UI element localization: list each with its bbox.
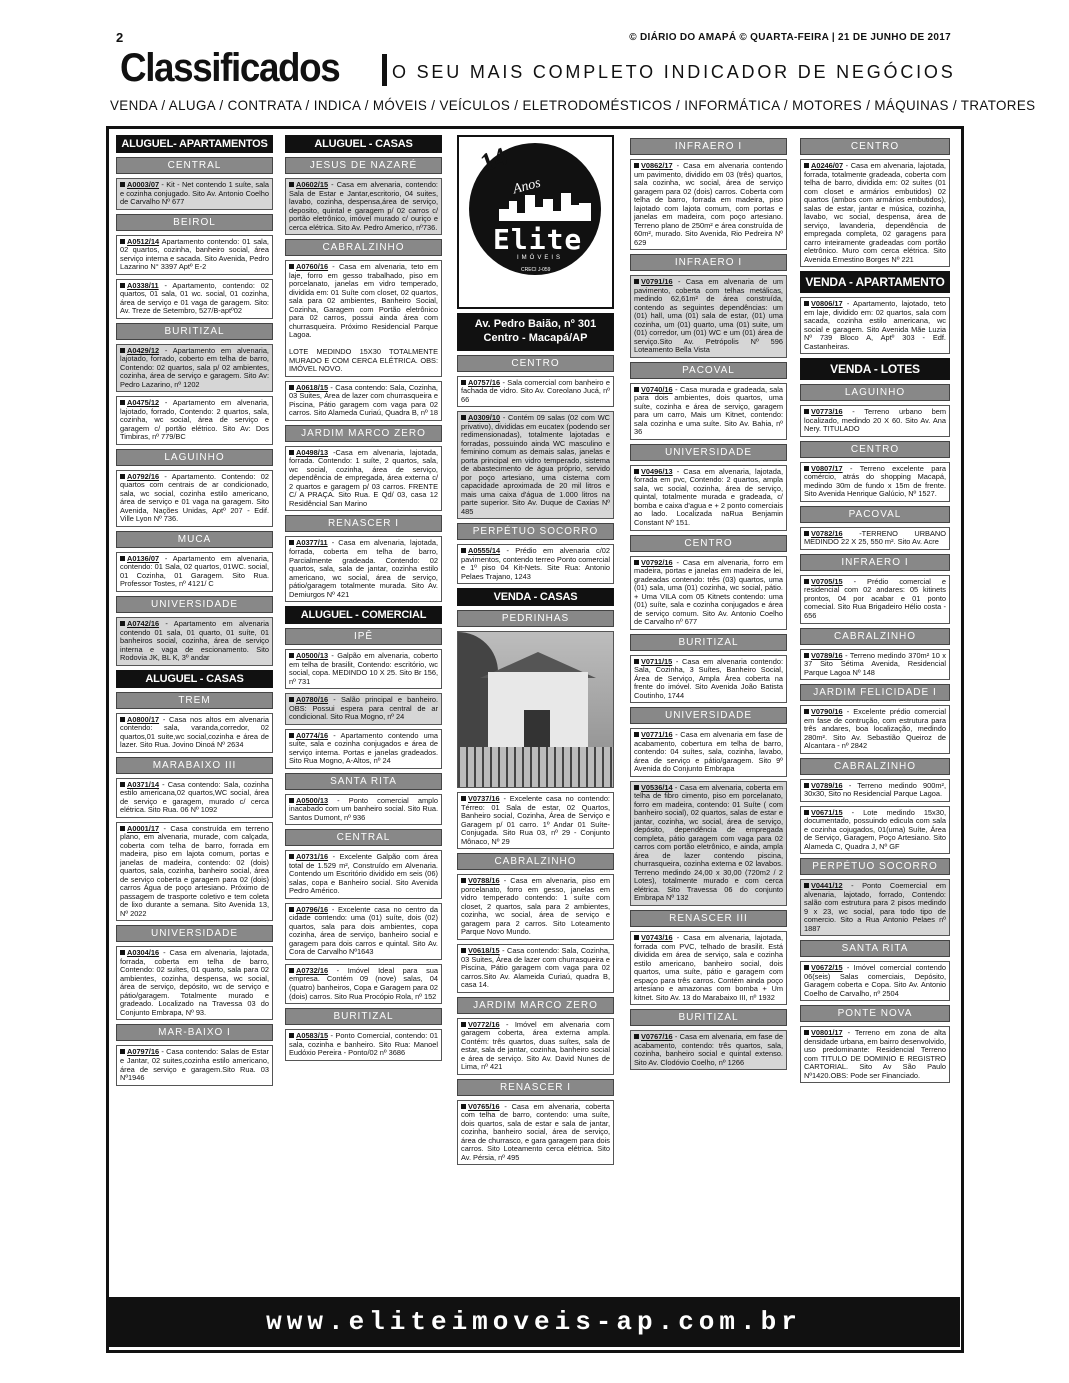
listing-ad: A0309/10 - Contém 09 salas (02 com WC privativo), divididas em eucatex (podendo ser redimensionadas), totalmente lajotadas e forradas, possuindo ainda WC masculino e feminino comum as demais salas, janelas e porta principal em vidro temperado, sistema de abastecimento de água próprio, servido por poço artesiano, uma cisterna com capacidade aproximada de 20 mil litros e mais uma caixa d'água de 1.000 litros na parte superior. Sito Av. Duque de Caxias Nº 485 (457, 411, 614, 519)
neighborhood-header: INFRAERO I (800, 554, 950, 571)
neighborhood-header: INFRAERO I (630, 138, 787, 155)
listing-ad: A0475/12 - Apartamento em alvenaria, lajotado, forrado, Contendo: 2 quartos, sala, cozinha, wc social, área de serviço e garagem c/ portão elétrico. Sito Av: Dos Timbiras, nº 779/BC (116, 396, 273, 445)
listing-ad: V0765/16 - Casa em alvenaria, coberta com telha de barro, contendo: uma suíte, dois quartos, sala de estar e sala de jantar, cozinha, banheiro social, área de serviço, área de churrasco, e gara garagem para dois carros. Sito Loteamento cerca elétrica. Sito Av. Pérsia, nº 495 (457, 1100, 614, 1166)
skyline-icon (499, 191, 591, 221)
logo-elite: Elite (493, 223, 583, 256)
masthead (116, 46, 956, 90)
neighborhood-header: SANTA RITA (285, 773, 442, 790)
listing-ad: A0757/16 - Sala comercial com banheiro e fachada de vidro. Sito Av. Coreolano Jucá, nº 66 (457, 376, 614, 408)
listing-ad: V0496/13 - Casa em alvenaria, lajotada, forrada em pvc, Contendo: 2 quartos, ampla sala, wc social, cozinha, área de serviço, quintal, totalmente murada e gradeada, c/ bomba e caixa d'agua e + 2 ponto comerciais ao lado. Localizada naRua Benjamin Constant Nº 151. (630, 465, 787, 531)
column-3 (457, 135, 614, 1169)
neighborhood-header: CABRALZINHO (285, 239, 442, 256)
neighborhood-header: PACOVAL (630, 362, 787, 379)
column-5 (800, 135, 950, 1087)
neighborhood-header: MAR-BAIXO I (116, 1024, 273, 1041)
neighborhood-header: BURITIZAL (630, 1009, 787, 1026)
listing-ad: V0790/16 - Excelente prédio comercial em fase de contrução, com estrutura para três andares, boa localização, medindo 280m². Sito Av. Sebastião Queiroz de Alcantara - nº 2842 (800, 705, 950, 754)
listing-ad: V0737/16 - Excelente casa no contendo: Térreo: 01 Sala de estar, 02 Quartos, Banheiro social, Cozinha, Área de Serviço e Garagem p/ 01 carro. 1º Andar 01 Suíte-Conjugada. Sito Rua 03, nº 29 - Conjunto Mônaco, Nº 29 (457, 792, 614, 849)
listing-ad: A0500/13 - Ponto comercial amplo inacabado com um banheiro social. Sito Rua. Santos Dumont, nº 936 (285, 794, 442, 826)
neighborhood-header: LAGUINHO (116, 449, 273, 466)
listing-ad: A0136/07 - Apartamento em alvenaria, contendo: 01 Sala, 02 quartos, 01WC. social, 01 Cozinha, 01 Garagem. Sito Rua. Professor Tostes, nº 4121/ C (116, 552, 273, 592)
neighborhood-header: TREM (116, 692, 273, 709)
listing-ad: A0512/14 Apartamento contendo: 01 sala, 02 quartos, cozinha, banheiro social, área serviço interna e sacada. Sito Avenida, Pedro Lazarino N° 3397 Aptº E-2 (116, 235, 273, 275)
listing-ad: V0801/17 - Terreno em zona de alta densidade urbana, em bairro desenvolvido, uso predominante: Residencial Terreno com TITULO DE DOMINIO E REGISTRO CARTORIAL. Sito Av São Paulo Nº1420.OBS: Pode ser Financiado. (800, 1026, 950, 1083)
neighborhood-header: MARABAIXO III (116, 757, 273, 774)
listing-ad: V0789/16 - Terreno medindo 900m², 30x30, Sito no Residencial Parque Lagoa. (800, 779, 950, 802)
neighborhood-header: BURITIZAL (630, 634, 787, 651)
elite-logo (457, 135, 614, 309)
neighborhood-header: JARDIM FELICIDADE I (800, 684, 950, 701)
section-header: VENDA - APARTAMENTO (800, 271, 950, 293)
listing-ad: V0743/16 - Casa em alvenaria, lajotada, forrada com PVC, telhado de brasilit. Está dividida em área de serviço, sala e cozinha estilo americano, banheiro social, dois quartos, uma suíte, pátio e garagem com espaço para três carros. Contém ainda poço artesiano e amazonas com bomba + Um kitnet. Sito Av. 13 do Marabaixo III, nº 1932 (630, 931, 787, 1005)
logo-imoveis: IMÓVEIS (517, 255, 564, 261)
column-1 (116, 135, 273, 1090)
neighborhood-header: RENASCER I (285, 515, 442, 532)
neighborhood-header: INFRAERO I (630, 254, 787, 271)
publication-line: © DIÁRIO DO AMAPÁ © QUARTA-FEIRA | 21 DE JUNHO DE 2017 (629, 32, 951, 43)
logo-creci: CRECI J-059 (521, 267, 551, 273)
category-list: VENDA / ALUGA / CONTRATA / INDICA / MÓVEIS / VEÍCULOS / ELETRODOMÉSTICOS / INFORMÁTICA / MOTORES / MÁQUINAS / TRATORES (110, 97, 1036, 113)
listing-ad: A0500/13 - Galpão em alvenaria, coberto em telha de brasilit, Contendo: escritório, wc social, copa. MEDINDO 10 X 25. Sito Br 156, nº 731 (285, 649, 442, 689)
website-footer-link[interactable]: www.eliteimoveis-ap.com.br (108, 1297, 960, 1347)
neighborhood-header: RENASCER I (457, 1079, 614, 1096)
listing-ad: A0760/16 - Casa em alvenaria, teto em laje, forro em gesso trabalhado, piso em porcelanato, janelas em vidro temperado, dividida em: 01 Suíte com closet, 02 quartos, sala para 02 ambientes, Banheiro Social, Cozinha, Garagem com Portão eletrônico para 02 carros, possui ainda área com churrasqueira. Próximo Residencial Parque Lagoa. LOTE MEDINDO 15X30 TOTALMENTE MURADO E COM CERCA ELÉTRICA. OBS: IMÓVEL NOVO. (285, 260, 442, 377)
neighborhood-header: CENTRAL (285, 829, 442, 846)
listing-ad: V0740/16 - Casa murada e gradeada, sala para dois ambientes, dois quartos, uma suíte, cozinha e área de serviço, garagem para um carro, Mais um Kitnet, contendo: sala cozinha e uma suíte. Sito Av. Bahia, nº 36 (630, 383, 787, 440)
neighborhood-header: RENASCER III (630, 910, 787, 927)
neighborhood-header: LAGUINHO (800, 384, 950, 401)
listing-ad: A0731/16 - Excelente Galpão com área total de 1.529 m², Construído em Alvenaria. Contendo um Escritório dividido em seis (06) salas, copa e Banheiro social. Sito Avenida Pedro Américo. (285, 850, 442, 899)
neighborhood-header: CENTRO (630, 535, 787, 552)
section-header: VENDA - CASAS (457, 588, 614, 606)
listing-ad: A0732/16 - Imóvel Ideal para sua empresa. Contém 09 (nove) salas, 04 (quatro) banheiros, Copa e Garagem para 02 (dois) carros. Sito Rua Procópio Rola, nº 152 (285, 964, 442, 1004)
neighborhood-header: CENTRAL (116, 157, 273, 174)
listing-ad: A0377/11 - Casa em alvenaria, lajotada, forrada, coberta em telha de barro, Parcialmente gradeada. Contendo: 02 quartos, sala, sala de jantar, cozinha estilo americano, wc social, área de serviço, pátio/garagem totalmente murada. Sito Av. Demiurgos Nº 421 (285, 536, 442, 602)
neighborhood-header: UNIVERSIDADE (116, 925, 273, 942)
listing-ad: A0304/16 - Casa em alvenaria, lajotada, forrada, coberta em telha de barro, Contendo: 02 suítes, 01 quarto, sala para 02 ambientes, cozinha, despensa, wc social, área de serviço, depósito, wc de serviço e pátio/garagem. Totalmente murado e gradeado. Localizado na Travessa 03 do Conjunto Embrapa, Nº 93. (116, 946, 273, 1020)
listing-ad: A0602/15 - Casa em alvenaria, contendo: Sala de Estar e Jantar,escritorio, 04 suites, lavabo, cozinha, despensa,área de serviço, deposito, quintal e garagem p/ 02 carros c/ portão eletrônico, imóvel murado c/ ouriço e cerca elétrica. Sito Av. Pedro Americo, nº736. (285, 178, 442, 235)
listing-ad: A0780/16 - Salão principal e banheiro. OBS: Possui espera para central de ar condicional. Sito Rua Mogno, nº 24 (285, 693, 442, 725)
neighborhood-header: IPÊ (285, 628, 442, 645)
listing-ad: V0782/16 -TERRENO URBANO MEDINDO 22 X 25, 550 m². Sito Av. Acre (800, 527, 950, 550)
neighborhood-header: UNIVERSIDADE (630, 707, 787, 724)
neighborhood-header: BURITIZAL (285, 1008, 442, 1025)
listing-ad: A0774/16 - Apartamento contendo uma suíte, sala e cozinha conjugados e área de serviço interna. Portas e janelas gradeados. Sito Rua Mogno, A-Altos, nº 24 (285, 729, 442, 769)
page-number: 2 (116, 30, 124, 45)
listing-ad: A0246/07 - Casa em alvenaria, lajotada, forrada, totalmente gradeada, coberta com telha de barro, dividida em: 02 suítes (01 com closet e armários embutidos) 02 quartos (ambos com armários embutidos), salas de estar, jantar e música, cozinha, lavabo, wc social, despensa, área de serviço, lavanderia, dependência de empregada completa, 02 garagens para carro inteiramente gradeadas com portão eletrônico. Muro com cerca elétrica. Sito Avenida Ernestino Borges Nº 221 (800, 159, 950, 267)
listing-ad: A0001/17 - Casa construída em terreno plano, em alvenaria, murade, com calçada, coberta com telha de barro, forrada em madeira, piso em lajota comum, portas e janelas de madeira, contendo: 02 (dois) quartos, sala, cozinha, banheiro social, área de serviço coberta e garagem para 02 (dois) carros Água de poço artesiano. Próximo de passagem de trasporte coletivo e tem coleta de lixo durante a semana. Sito Avenida 13, Nº 2022 (116, 822, 273, 922)
neighborhood-header: SANTA RITA (800, 940, 950, 957)
neighborhood-header: JESUS DE NAZARÉ (285, 157, 442, 174)
section-header: ALUGUEL - COMERCIAL (285, 606, 442, 624)
listing-code: A0003/07 (127, 180, 160, 189)
tagline: O SEU MAIS COMPLETO INDICADOR DE NEGÓCIOS (392, 62, 956, 82)
listing-ad: A0800/17 - Casa nos altos em alvenaria contendo: sala, varanda,corredor, 02 quartos,01 suite,wc social,cozinha e área de lazer. Sito Rua. Jovino Dinoá Nº 2634 (116, 713, 273, 753)
listing-ad: V0791/16 - Casa em alvenaria de um pavimento, coberta com telhas metálicas, medindo 62,61m² de área construída, contendo as seguintes dependências: um (01) hall, uma (01) sala de estar, (01) uma cozinha, um (01) quarto, uma (01) suite, um (01) corredor, um (01) WC e um (01) área de serviço.Sito Av. Petrópolis Nº 596 Loteamento Bella Vista (630, 275, 787, 358)
neighborhood-header: JARDIM MARCO ZERO (285, 425, 442, 442)
listing-ad: V0788/16 - Casa em alvenaria, piso em porcelanato, forro em gesso, janelas em vidro temperado contendo: 1 suíte com closet, 2 quartos, sala para 2 ambientes, cozinha, wc social, área de serviço e garagem para 2 carros. Sito Loteamento Parque Novo Mundo. (457, 874, 614, 940)
listing-ad: V0773/16 - Terreno urbano bem localizado, medindo 20 X 60. Sito Av. Ana Nery. TITULADO (800, 405, 950, 437)
section-header: ALUGUEL - CASAS (116, 670, 273, 688)
listing-ad: A0429/12 - Apartamento em alvenaria, lajotado, forrado, coberto em telha de barro, Contendo: 02 quartos, sala p/ 02 ambientes, cozinha, área de serviço e garagem. Sito Av: Pedro Lazarino, nº 1202 (116, 344, 273, 393)
listing-ad: V0536/14 - Casa em alvenaria, coberta em telha de fibro cimento, piso em porcelanato, forro em madeira, contendo: 01 Suíte ( com banheiro social), 02 quartos, salas de estar e jantar, cozinha, wc social, área de serviço, depósito, dependência de empregada completa, pátio garagem com vaga para 02 carros com portão eletrônico, e ainda, ampla área de lazer contendo piscina, churrasqueira, cozinha externa e 02 lavabos. Terreno medindo 24,00 x 30,00 (720m2 / 2 Lotes), totalmente murado e com cerca elétrica. Sito Travessa 06 do conjunto Embrapa Nº 132 (630, 781, 787, 906)
neighborhood-header: CENTRO (457, 355, 614, 372)
listing-ad: V0767/16 - Casa em alvenaria, em fase de acabamento, contendo: três quartos, sala, cozinha, banheiro social e quintal extenso. Sito Av. Clodóvio Coelho, nº 1266 (630, 1030, 787, 1070)
listing-ad: A0792/16 - Apartamento. Contendo: 02 quartos com centrais de ar condicionado, sala, wc social, cozinha estilo americano, área de serviço e 01 vaga na garagem. Sito Avenida, Nações Unidas, Aptº 207 - Edif. Ville Lyon Nº 736. (116, 470, 273, 527)
listing-ad: V0789/16 - Terreno medindo 370m² 10 x 37 Sito Sétima Avenida, Residencial Parque Lagoa Nº 148 (800, 649, 950, 681)
listing-ad: A0003/07 - Kit - Net contendo 1 suíte, sala e cozinha conjugado. Sito Av. Antonio Coelho de Carvalho Nº 677 (116, 178, 273, 210)
logo-anniversary-number: 14 (476, 141, 512, 178)
listing-ad: V0618/15 - Casa contendo: Sala, Cozinha, 03 Suites, Área de lazer com churrasqueira e Piscina, Pátio garagem com vaga para 02 carros.Sito Av. Alameida Curiaú, quadra B, casa 14. (457, 944, 614, 993)
column-4 (630, 135, 787, 1074)
listing-ad: V0772/16 - Imóvel em alvenaria com garagem coberta, área externa ampla. Contém: três quartos, duas suítes, sala de estar, sala de jantar, cozinha, banheiro social e área de serviço. Sito Av. David Nunes de Lima, nº 421 (457, 1018, 614, 1075)
listing-ad: A0583/15 - Ponto Comercial, contendo: 01 sala, cozinha e banheiro. Sito Rua: Manoel Eudóxio Pereira - Ponto/02 nº 3686 (285, 1029, 442, 1061)
listing-ad: V0672/15 - Imóvel comercial contendo 06(seis) Salas comerciais, Depósito, Garagem coberta e Copa. Sito Av. Antonio Coelho de Carvalho, nº 2504 (800, 961, 950, 1001)
section-header: ALUGUEL - CASAS (285, 135, 442, 153)
neighborhood-header: CABRALZINHO (800, 628, 950, 645)
listing-ad: A0555/14 - Prédio em alvenaria c/02 pavimentos, contendo terreo Ponto comercial e 1º piso 04 Kit-Nets. Site Rua: Antonio Pelaes Trajano, 1243 (457, 544, 614, 584)
house-photo (457, 631, 614, 788)
neighborhood-header: UNIVERSIDADE (630, 444, 787, 461)
section-header: VENDA - LOTES (800, 358, 950, 380)
brand-title: Classificados (120, 46, 340, 90)
listing-ad: A0797/16 - Casa contendo: Salas de Estar e Jantar, 02 suites,cozinha estilo americano, área de serviço e garagem.Sito Rua. 03 Nº1946 (116, 1045, 273, 1085)
neighborhood-header: CABRALZINHO (800, 758, 950, 775)
listing-ad: V0441/12 - Ponto Coemercial em alvenaria, lajotado, forrado, Contendo: salão com estrutura para 2 pisos medindo 9 x 23, wc social, para todo tipo de comercio. Sito a Rua Antonio Pelaes nº 1887 (800, 879, 950, 936)
agency-address: Av. Pedro Baião, nº 301 Centro - Macapá/AP (457, 313, 614, 351)
listing-ad: A0498/13 -Casa em alvenaria, lajotada, forrada. Contendo: 1 suíte, 2 quartos, sala, wc social, cozinha, área de serviço, dependência de empregada, área externa c/ 2 quartos e garagem p/ 03 carros. FRENTE C/ A PRAÇA. Sito Rua. E Qd/ 03, casa 12 Residêncial San Marino (285, 446, 442, 512)
listing-ad: A0618/15 - Casa contendo: Sala, Cozinha, 03 Suites, Área de lazer com churrasqueira e Piscina, Pátio garagem com vaga para 02 carros. Sito Alameda Curiaú, Quadra B, nº 18 (285, 381, 442, 421)
neighborhood-header: PONTE NOVA (800, 1005, 950, 1022)
listing-ad: V0671/15 - Lote medindo 15x30, documentado, possuindo edicula com sala e cozinha cojugados, 01(uma) Suíte, Área de Serviço, Garagem, Poço Artesiano. Sito Alameda C, Quadra J, Nº GF (800, 806, 950, 855)
listing-ad: V0792/16 - Casa em alvenaria, forro em madeira, portas e janelas em madeira de lei, gradeadas contendo: três (03) quartos, uma (01) sala, uma (01) cozinha, wc social, pátio. + Uma VILA com 05 Kitnets contendo: uma (01) suíte, sala e cozinha conjugados e área de serviço comum. Sito Av. Antonio Coelho de Carvalho nº 677 (630, 556, 787, 630)
neighborhood-header: JARDIM MARCO ZERO (457, 997, 614, 1014)
neighborhood-header: PEDRINHAS (457, 610, 614, 627)
neighborhood-header: PERPÉTUO SOCORRO (457, 523, 614, 540)
section-header: ALUGUEL- APARTAMENTOS (116, 135, 273, 153)
listing-ad: V0807/17 - Terreno excelente para comércio, atrás do shopping Macapá, medindo 30m de fundo x 15m de frente. Sito Avenida Henrique Galúcio, Nº 1527. (800, 462, 950, 502)
neighborhood-header: CENTRO (800, 441, 950, 458)
neighborhood-header: PERPÉTUO SOCORRO (800, 858, 950, 875)
neighborhood-header: CABRALZINHO (457, 853, 614, 870)
masthead-divider (382, 54, 387, 86)
listing-ad: A0796/16 - Excelente casa no centro da cidade contendo: uma (01) suíte, dois (02) quartos, sala para dois ambientes, copa cozinha, área de serviço, banheiro social e garagem para dois carros e quintal. Sito Av. Cora de Carvalho Nº1643 (285, 903, 442, 960)
listing-ad: A0338/11 - Apartamento, contendo: 02 quartos, 01 sala, 01 wc. social, 01 cozinha, área de serviço e 01 vaga de garagem. Sito: Av. Treze de Setembro, 527/B-aptº02 (116, 279, 273, 319)
neighborhood-header: PACOVAL (800, 506, 950, 523)
listing-ad: V0862/17 - Casa em alvenaria contendo um pavimento, dividido em 03 (três) quartos, sala cozinha, wc social, área de serviço garagem para 02 (dois) carros. Coberta com telha de barro, forrada em madeira, piso lajotado com lajota comum, com portas e janelas em madeira, com poço artesiano. Terreno plano de 250m² e área construída de 60m², murado. Sito Avenida, Rio Pedreira Nº 629 (630, 159, 787, 250)
listing-ad: V0771/16 - Casa em alvenaria em fase de acabamento, cobertura em telha de barro, contendo: 04 suítes, sala, cozinha, lavabo, área de serviço e pátio/garagem. Sito 9º Avenida do Conjunto Embrapa (630, 728, 787, 777)
neighborhood-header: UNIVERSIDADE (116, 596, 273, 613)
neighborhood-header: BURITIZAL (116, 323, 273, 340)
neighborhood-header: CENTRO (800, 138, 950, 155)
column-2 (285, 135, 442, 1065)
listing-ad: A0742/16 - Apartamento em alvenaria contendo 01 sala, 01 quarto, 01 suíte, 01 banheiros social, cozinha, área de serviço interna e vaga de escionamento. Sito Rodovia JK, BL K, 3º andar (116, 617, 273, 666)
listing-ad: V0711/15 - Casa em alvenaria contendo: Sala, Cozinha, 3 Suítes, Banheiro Social, Área de Serviço, Ampla Área coberta na frente do imóvel. Sito Avenida João Batista Coutinho, 1744 (630, 655, 787, 704)
listing-ad: V0705/15 - Prédio comercial e residencial com 02 andares: 05 kitinets prontos, 04 por acabar e 01 ponto comecial. Sito Rua Brigadeiro Hélio costa - 656 (800, 575, 950, 624)
neighborhood-header: BEIROL (116, 214, 273, 231)
neighborhood-header: MUCA (116, 531, 273, 548)
logo-anos: Anos (511, 175, 543, 198)
listing-ad: V0806/17 - Apartamento, lajotado, teto em laje, dividido em: 02 quartos, sala com sacada, cozinha estilo americana, wc social e garagem. Sito Avenida Mãe Luzia Nº 739 Bloco A, Aptº 303 - Edf. Castanheiras. (800, 297, 950, 354)
listing-ad: A0371/14 - Casa contendo: Sala, cozinha estilo americana,02 quartos,WC social, área de serviço e garagem, murado c/ cerca elétrica. Sito Rua. 06 Nº 1092 (116, 778, 273, 818)
